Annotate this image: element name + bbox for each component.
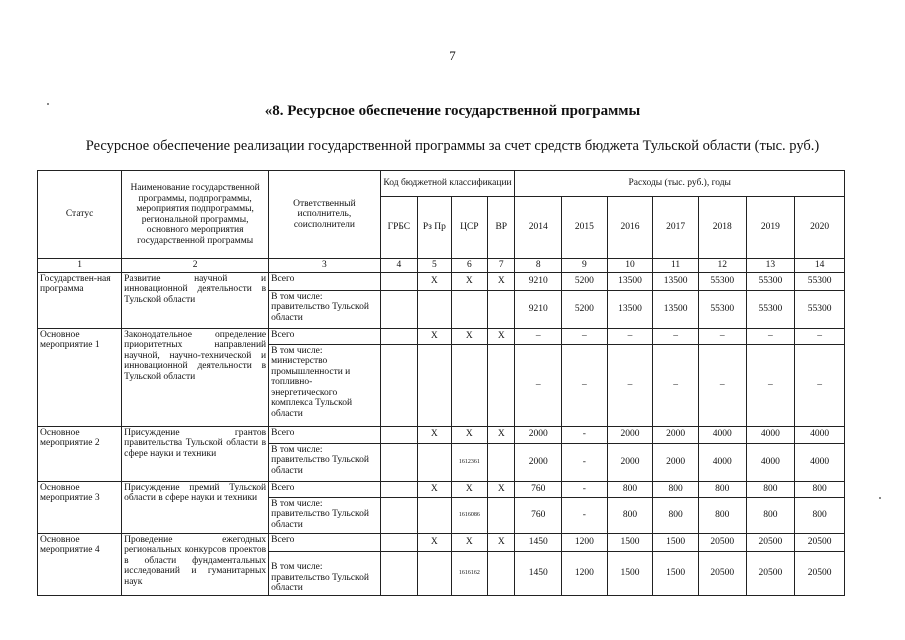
cell-value: 55300 [795,290,845,328]
row-name: Присуждение грантов правительства Тульской области в сфере науки и техники [122,426,269,481]
row-sub-label: В том числе: министерство промышленности и топливно-энергетического комплекса Тульской области [269,344,381,426]
cell-value: 4000 [746,426,795,443]
row-name: Присуждение премий Тульской области в сфере науки и техники [122,481,269,533]
column-number: 11 [653,259,699,273]
cell-value: 4000 [746,443,795,481]
column-number: 3 [269,259,381,273]
table-row [38,328,845,344]
cell-csr [451,344,487,426]
cell-vr: X [488,481,515,497]
header-csr: ЦСР [451,197,487,259]
header-year: 2018 [698,197,746,259]
row-total-label: Всего [269,533,381,551]
row-sub-label: В том числе: правительство Тульской области [269,443,381,481]
row-name: Проведение ежегодных региональных конкурсов проектов в области фундаментальных исследований и гуманитарных наук [122,533,269,595]
cell-value: 800 [653,497,699,533]
row-status: Государствен-ная программа [38,272,122,328]
cell-value: 13500 [607,272,653,290]
cell-value: 1500 [653,551,699,595]
cell-rzpr: X [418,328,451,344]
cell-vr: X [488,426,515,443]
cell-value: – [515,328,562,344]
table-body [38,272,845,595]
header-budget-code: Код бюджетной классификации [380,171,515,197]
row-status: Основное мероприятие 3 [38,481,122,533]
cell-value: – [562,344,608,426]
cell-value: 20500 [746,551,795,595]
cell-value: 800 [698,497,746,533]
cell-csr: 1616086 [451,497,487,533]
cell-value: - [562,481,608,497]
column-number: 1 [38,259,122,273]
cell-rzpr: X [418,272,451,290]
cell-csr: X [451,272,487,290]
cell-value: 760 [515,481,562,497]
header-executor: Ответственный исполнитель, соисполнители [269,171,381,259]
table-row [38,426,845,443]
header-rzpr: Рз Пр [418,197,451,259]
cell-value: 55300 [698,290,746,328]
cell-value: 2000 [515,426,562,443]
cell-value: 1450 [515,551,562,595]
cell-value: 800 [653,481,699,497]
cell-csr [451,290,487,328]
cell-value: 2000 [607,426,653,443]
page-number: 7 [449,48,456,63]
cell-value: – [795,344,845,426]
cell-value: 13500 [653,290,699,328]
cell-value: 760 [515,497,562,533]
cell-vr: X [488,328,515,344]
cell-value: 20500 [795,551,845,595]
header-vr: ВР [488,197,515,259]
cell-value: - [562,497,608,533]
column-number: 14 [795,259,845,273]
cell-csr: X [451,533,487,551]
row-name: Законодательное определение приоритетных направлений научной, научно-технической и инновационной деятельности в Тульской области [122,328,269,426]
header-grbs: ГРБС [380,197,418,259]
table-header [38,171,845,273]
resource-table [37,170,845,596]
row-sub-label: В том числе: правительство Тульской области [269,497,381,533]
cell-value: 9210 [515,290,562,328]
cell-value: – [515,344,562,426]
cell-value: 800 [746,497,795,533]
cell-value: 13500 [607,290,653,328]
cell-value: – [562,328,608,344]
cell-value: 20500 [698,551,746,595]
cell-value: 13500 [653,272,699,290]
cell-csr: X [451,328,487,344]
cell-value: 20500 [698,533,746,551]
cell-csr: X [451,426,487,443]
header-year: 2019 [746,197,795,259]
cell-value: 55300 [698,272,746,290]
cell-value: 800 [698,481,746,497]
cell-value: 800 [607,481,653,497]
cell-value: – [607,344,653,426]
row-status: Основное мероприятие 1 [38,328,122,426]
cell-value: 55300 [746,272,795,290]
cell-value: 2000 [607,443,653,481]
header-year: 2017 [653,197,699,259]
section-heading: «8. Ресурсное обеспечение государственной программы [264,103,641,119]
cell-value: – [653,344,699,426]
cell-rzpr: X [418,426,451,443]
cell-value: 1500 [653,533,699,551]
header-status: Статус [38,171,122,259]
row-name: Развитие научной и инновационной деятельности в Тульской области [122,272,269,328]
cell-value: 800 [795,481,845,497]
scan-speck [879,497,881,499]
column-number: 6 [451,259,487,273]
header-year: 2014 [515,197,562,259]
cell-value: 1200 [562,551,608,595]
cell-value: 4000 [795,443,845,481]
cell-value: 2000 [653,426,699,443]
column-number: 10 [607,259,653,273]
scan-speck [47,103,49,105]
cell-value: - [562,426,608,443]
cell-value: – [795,328,845,344]
cell-csr: X [451,481,487,497]
header-year: 2016 [607,197,653,259]
cell-value: – [607,328,653,344]
cell-value: 4000 [698,443,746,481]
table-row [38,481,845,497]
column-number: 13 [746,259,795,273]
cell-value: 9210 [515,272,562,290]
row-total-label: Всего [269,328,381,344]
cell-value: 20500 [795,533,845,551]
column-number: 9 [562,259,608,273]
row-status: Основное мероприятие 2 [38,426,122,481]
cell-value: 1500 [607,533,653,551]
cell-value: – [653,328,699,344]
cell-csr: 1612361 [451,443,487,481]
cell-value: 55300 [795,272,845,290]
cell-value: 55300 [746,290,795,328]
cell-value: 800 [746,481,795,497]
cell-value: 1500 [607,551,653,595]
row-sub-label: В том числе: правительство Тульской области [269,290,381,328]
cell-rzpr: X [418,533,451,551]
cell-value: 4000 [698,426,746,443]
row-total-label: Всего [269,481,381,497]
cell-value: 5200 [562,290,608,328]
column-number: 5 [418,259,451,273]
table-caption: Ресурсное обеспечение реализации государственной программы за счет средств бюджета Тульской области (тыс. руб.) [85,138,820,154]
column-number: 2 [122,259,269,273]
cell-value: – [746,344,795,426]
cell-value: 1450 [515,533,562,551]
cell-value: 2000 [653,443,699,481]
header-expenses: Расходы (тыс. руб.), годы [515,171,845,197]
row-total-label: Всего [269,426,381,443]
cell-csr: 1616162 [451,551,487,595]
cell-value: – [746,328,795,344]
cell-vr: X [488,272,515,290]
column-number: 4 [380,259,418,273]
cell-value: 4000 [795,426,845,443]
cell-value: – [698,344,746,426]
cell-vr: X [488,533,515,551]
cell-value: 800 [795,497,845,533]
table-row [38,533,845,551]
cell-value: 5200 [562,272,608,290]
cell-value: 20500 [746,533,795,551]
header-year: 2015 [562,197,608,259]
column-number: 8 [515,259,562,273]
cell-value: 1200 [562,533,608,551]
header-name: Наименование государственной программы, подпрограммы, мероприятия подпрограммы, региональной программы, основного мероприятия государственной программы [122,171,269,259]
cell-value: – [698,328,746,344]
cell-value: 800 [607,497,653,533]
row-total-label: Всего [269,272,381,290]
header-year: 2020 [795,197,845,259]
cell-value: 2000 [515,443,562,481]
cell-rzpr: X [418,481,451,497]
cell-value: - [562,443,608,481]
row-status: Основное мероприятие 4 [38,533,122,595]
column-number: 12 [698,259,746,273]
column-number: 7 [488,259,515,273]
table-row [38,272,845,290]
row-sub-label: В том числе: правительство Тульской области [269,551,381,595]
